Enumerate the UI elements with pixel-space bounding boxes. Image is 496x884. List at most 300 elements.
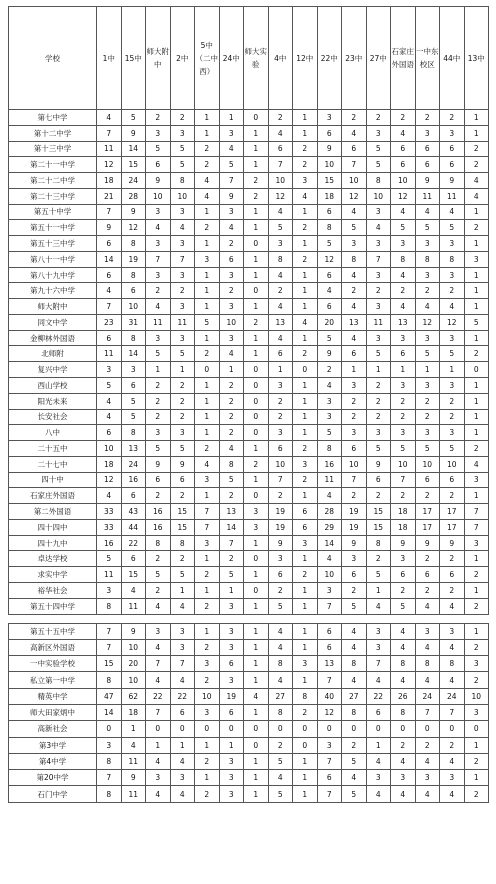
value-cell: 4 — [146, 598, 171, 614]
value-cell: 2 — [415, 283, 440, 299]
value-cell: 3 — [464, 535, 489, 551]
value-cell: 1 — [244, 441, 269, 457]
value-cell: 4 — [170, 598, 195, 614]
value-cell: 4 — [317, 378, 342, 394]
value-cell: 9 — [415, 173, 440, 189]
header-column: 1中 — [97, 7, 122, 110]
value-cell: 3 — [317, 582, 342, 598]
value-cell: 2 — [195, 753, 220, 769]
value-cell: 2 — [440, 283, 465, 299]
value-cell: 24 — [415, 688, 440, 704]
value-cell: 3 — [244, 504, 269, 520]
value-cell: 2 — [415, 737, 440, 753]
school-name-cell: 同文中学 — [9, 314, 97, 330]
table-row — [9, 456, 489, 472]
table-row — [9, 236, 489, 252]
school-name-cell: 第五十四中学 — [9, 598, 97, 614]
value-cell: 4 — [121, 582, 146, 598]
value-cell: 1 — [195, 110, 220, 126]
table-row — [9, 251, 489, 267]
value-cell: 7 — [317, 786, 342, 802]
value-cell: 0 — [244, 551, 269, 567]
value-cell: 15 — [317, 173, 342, 189]
value-cell: 16 — [317, 456, 342, 472]
school-name-cell: 第五十中学 — [9, 204, 97, 220]
school-name-cell: 第二十二中学 — [9, 173, 97, 189]
value-cell: 18 — [317, 188, 342, 204]
table-row — [9, 504, 489, 520]
value-cell: 1 — [146, 362, 171, 378]
value-cell: 2 — [391, 737, 416, 753]
value-cell: 1 — [244, 704, 269, 720]
table-row — [9, 441, 489, 457]
value-cell: 4 — [440, 672, 465, 688]
value-cell: 6 — [170, 472, 195, 488]
table-row — [9, 551, 489, 567]
value-cell: 4 — [391, 204, 416, 220]
allocation-table-continued — [8, 623, 489, 803]
value-cell: 1 — [244, 125, 269, 141]
value-cell: 2 — [464, 220, 489, 236]
value-cell: 2 — [464, 157, 489, 173]
value-cell: 2 — [440, 409, 465, 425]
value-cell: 3 — [219, 204, 244, 220]
value-cell: 10 — [391, 173, 416, 189]
value-cell: 1 — [464, 770, 489, 786]
value-cell: 12 — [415, 314, 440, 330]
value-cell: 5 — [146, 567, 171, 583]
value-cell: 1 — [293, 598, 318, 614]
value-cell: 3 — [146, 770, 171, 786]
value-cell: 4 — [97, 283, 122, 299]
value-cell: 4 — [170, 786, 195, 802]
value-cell: 1 — [464, 425, 489, 441]
value-cell: 0 — [244, 409, 269, 425]
value-cell: 15 — [121, 157, 146, 173]
value-cell: 4 — [195, 456, 220, 472]
value-cell: 4 — [146, 753, 171, 769]
value-cell: 4 — [342, 299, 367, 315]
value-cell: 3 — [219, 125, 244, 141]
value-cell: 4 — [415, 598, 440, 614]
value-cell: 2 — [268, 393, 293, 409]
value-cell: 14 — [219, 519, 244, 535]
value-cell: 40 — [317, 688, 342, 704]
value-cell: 7 — [97, 299, 122, 315]
value-cell: 4 — [366, 220, 391, 236]
value-cell: 7 — [342, 157, 367, 173]
value-cell: 3 — [366, 204, 391, 220]
value-cell: 1 — [464, 623, 489, 639]
table-row — [9, 125, 489, 141]
value-cell: 13 — [121, 441, 146, 457]
value-cell: 1 — [293, 378, 318, 394]
value-cell: 2 — [366, 110, 391, 126]
value-cell: 1 — [219, 110, 244, 126]
value-cell: 3 — [170, 125, 195, 141]
value-cell: 9 — [440, 173, 465, 189]
header-column: 2中 — [170, 7, 195, 110]
value-cell: 5 — [342, 753, 367, 769]
value-cell: 15 — [121, 567, 146, 583]
value-cell: 6 — [440, 567, 465, 583]
value-cell: 7 — [342, 472, 367, 488]
value-cell: 6 — [121, 378, 146, 394]
value-cell: 5 — [219, 567, 244, 583]
value-cell: 5 — [440, 220, 465, 236]
value-cell: 3 — [146, 204, 171, 220]
value-cell: 7 — [415, 704, 440, 720]
value-cell: 5 — [170, 157, 195, 173]
value-cell: 4 — [415, 753, 440, 769]
table-row — [9, 623, 489, 639]
value-cell: 3 — [366, 330, 391, 346]
school-name-cell: 私立第一中学 — [9, 672, 97, 688]
value-cell: 1 — [293, 770, 318, 786]
value-cell: 43 — [121, 504, 146, 520]
value-cell: 44 — [121, 519, 146, 535]
value-cell: 7 — [219, 173, 244, 189]
value-cell: 0 — [415, 721, 440, 737]
value-cell: 19 — [268, 519, 293, 535]
table-row — [9, 314, 489, 330]
school-name-cell: 复兴中学 — [9, 362, 97, 378]
value-cell: 7 — [317, 753, 342, 769]
value-cell: 4 — [391, 639, 416, 655]
value-cell: 3 — [464, 472, 489, 488]
value-cell: 1 — [293, 204, 318, 220]
value-cell: 1 — [464, 125, 489, 141]
value-cell: 2 — [366, 488, 391, 504]
value-cell: 13 — [268, 314, 293, 330]
value-cell: 5 — [317, 425, 342, 441]
school-name-cell: 第二外国语 — [9, 504, 97, 520]
value-cell: 22 — [366, 688, 391, 704]
value-cell: 3 — [440, 378, 465, 394]
value-cell: 1 — [342, 362, 367, 378]
value-cell: 4 — [317, 283, 342, 299]
value-cell: 9 — [415, 535, 440, 551]
value-cell: 1 — [293, 786, 318, 802]
value-cell: 8 — [293, 688, 318, 704]
value-cell: 1 — [293, 425, 318, 441]
value-cell: 2 — [146, 488, 171, 504]
value-cell: 5 — [342, 786, 367, 802]
value-cell: 8 — [97, 672, 122, 688]
school-name-cell: 精英中学 — [9, 688, 97, 704]
value-cell: 2 — [293, 251, 318, 267]
value-cell: 3 — [268, 378, 293, 394]
value-cell: 20 — [121, 656, 146, 672]
header-column: 23中 — [342, 7, 367, 110]
value-cell: 3 — [146, 330, 171, 346]
value-cell: 3 — [391, 378, 416, 394]
value-cell: 1 — [293, 330, 318, 346]
value-cell: 1 — [244, 535, 269, 551]
value-cell: 3 — [440, 267, 465, 283]
table-row — [9, 567, 489, 583]
value-cell: 3 — [366, 639, 391, 655]
value-cell: 9 — [170, 456, 195, 472]
value-cell: 8 — [268, 251, 293, 267]
value-cell: 9 — [317, 141, 342, 157]
value-cell: 7 — [391, 472, 416, 488]
value-cell: 1 — [170, 362, 195, 378]
value-cell: 2 — [391, 110, 416, 126]
value-cell: 6 — [97, 330, 122, 346]
value-cell: 17 — [440, 504, 465, 520]
value-cell: 6 — [293, 519, 318, 535]
value-cell: 3 — [195, 472, 220, 488]
value-cell: 0 — [464, 362, 489, 378]
value-cell: 3 — [342, 551, 367, 567]
value-cell: 7 — [366, 656, 391, 672]
value-cell: 9 — [391, 535, 416, 551]
school-name-cell: 第十二中学 — [9, 125, 97, 141]
value-cell: 7 — [268, 472, 293, 488]
value-cell: 5 — [146, 441, 171, 457]
value-cell: 6 — [268, 346, 293, 362]
value-cell: 1 — [244, 299, 269, 315]
value-cell: 2 — [195, 346, 220, 362]
value-cell: 0 — [244, 721, 269, 737]
table-row — [9, 173, 489, 189]
value-cell: 4 — [464, 173, 489, 189]
value-cell: 2 — [293, 441, 318, 457]
value-cell: 3 — [219, 639, 244, 655]
value-cell: 2 — [415, 582, 440, 598]
value-cell: 6 — [391, 141, 416, 157]
value-cell: 6 — [293, 504, 318, 520]
value-cell: 6 — [317, 299, 342, 315]
value-cell: 1 — [293, 639, 318, 655]
value-cell: 2 — [146, 409, 171, 425]
value-cell: 2 — [268, 488, 293, 504]
value-cell: 1 — [464, 393, 489, 409]
school-name-cell: 第七中学 — [9, 110, 97, 126]
value-cell: 6 — [440, 157, 465, 173]
value-cell: 1 — [293, 409, 318, 425]
value-cell: 1 — [244, 267, 269, 283]
value-cell: 4 — [268, 770, 293, 786]
value-cell: 4 — [268, 623, 293, 639]
value-cell: 1 — [293, 753, 318, 769]
value-cell: 10 — [121, 639, 146, 655]
value-cell: 3 — [440, 623, 465, 639]
value-cell: 2 — [195, 598, 220, 614]
table-row — [9, 362, 489, 378]
value-cell: 2 — [195, 220, 220, 236]
value-cell: 7 — [146, 251, 171, 267]
value-cell: 0 — [440, 721, 465, 737]
value-cell: 1 — [170, 737, 195, 753]
value-cell: 2 — [219, 393, 244, 409]
value-cell: 4 — [268, 125, 293, 141]
value-cell: 3 — [415, 425, 440, 441]
value-cell: 12 — [317, 704, 342, 720]
value-cell: 4 — [440, 204, 465, 220]
value-cell: 3 — [170, 623, 195, 639]
value-cell: 4 — [391, 125, 416, 141]
value-cell: 6 — [415, 567, 440, 583]
value-cell: 6 — [268, 141, 293, 157]
value-cell: 8 — [121, 425, 146, 441]
value-cell: 6 — [317, 770, 342, 786]
value-cell: 2 — [170, 409, 195, 425]
value-cell: 2 — [317, 362, 342, 378]
value-cell: 4 — [391, 672, 416, 688]
value-cell: 2 — [464, 639, 489, 655]
value-cell: 1 — [170, 582, 195, 598]
value-cell: 1 — [464, 378, 489, 394]
value-cell: 8 — [146, 535, 171, 551]
table-row — [9, 188, 489, 204]
value-cell: 1 — [244, 251, 269, 267]
value-cell: 3 — [146, 623, 171, 639]
value-cell: 33 — [97, 519, 122, 535]
value-cell: 3 — [219, 330, 244, 346]
value-cell: 11 — [440, 188, 465, 204]
value-cell: 12 — [317, 251, 342, 267]
school-name-cell: 四十中 — [9, 472, 97, 488]
value-cell: 2 — [415, 488, 440, 504]
value-cell: 24 — [440, 688, 465, 704]
header-column: 44中 — [440, 7, 465, 110]
value-cell: 4 — [97, 488, 122, 504]
value-cell: 5 — [342, 598, 367, 614]
value-cell: 5 — [391, 598, 416, 614]
value-cell: 6 — [317, 267, 342, 283]
table-row — [9, 283, 489, 299]
value-cell: 5 — [170, 346, 195, 362]
value-cell: 3 — [195, 656, 220, 672]
value-cell: 4 — [464, 188, 489, 204]
value-cell: 8 — [391, 704, 416, 720]
value-cell: 15 — [170, 519, 195, 535]
value-cell: 1 — [195, 378, 220, 394]
value-cell: 3 — [195, 535, 220, 551]
value-cell: 1 — [219, 362, 244, 378]
value-cell: 4 — [97, 110, 122, 126]
header-column: 24中 — [219, 7, 244, 110]
value-cell: 2 — [464, 441, 489, 457]
value-cell: 1 — [121, 721, 146, 737]
value-cell: 3 — [440, 425, 465, 441]
value-cell: 2 — [415, 110, 440, 126]
value-cell: 6 — [440, 472, 465, 488]
value-cell: 11 — [121, 786, 146, 802]
value-cell: 10 — [464, 688, 489, 704]
value-cell: 4 — [415, 639, 440, 655]
value-cell: 6 — [415, 141, 440, 157]
value-cell: 13 — [219, 504, 244, 520]
value-cell: 10 — [170, 188, 195, 204]
value-cell: 2 — [440, 551, 465, 567]
value-cell: 11 — [97, 346, 122, 362]
value-cell: 2 — [268, 737, 293, 753]
value-cell: 11 — [97, 567, 122, 583]
value-cell: 20 — [317, 314, 342, 330]
value-cell: 1 — [293, 125, 318, 141]
value-cell: 1 — [293, 236, 318, 252]
value-cell: 3 — [268, 551, 293, 567]
value-cell: 7 — [366, 251, 391, 267]
value-cell: 18 — [121, 704, 146, 720]
table-row — [9, 598, 489, 614]
value-cell: 4 — [342, 623, 367, 639]
value-cell: 12 — [121, 220, 146, 236]
table-row — [9, 157, 489, 173]
value-cell: 1 — [293, 283, 318, 299]
school-name-cell: 师大附中 — [9, 299, 97, 315]
value-cell: 15 — [170, 504, 195, 520]
value-cell: 8 — [415, 251, 440, 267]
value-cell: 3 — [219, 786, 244, 802]
header-column: 5中（二中西） — [195, 7, 220, 110]
value-cell: 4 — [195, 173, 220, 189]
value-cell: 1 — [244, 157, 269, 173]
value-cell: 1 — [195, 283, 220, 299]
value-cell: 5 — [440, 346, 465, 362]
table-row — [9, 267, 489, 283]
value-cell: 1 — [219, 582, 244, 598]
value-cell: 10 — [121, 672, 146, 688]
table-row — [9, 488, 489, 504]
table-row — [9, 753, 489, 769]
value-cell: 16 — [121, 472, 146, 488]
value-cell: 5 — [146, 346, 171, 362]
value-cell: 7 — [97, 770, 122, 786]
value-cell: 15 — [366, 519, 391, 535]
value-cell: 4 — [391, 786, 416, 802]
value-cell: 0 — [366, 721, 391, 737]
value-cell: 3 — [391, 425, 416, 441]
value-cell: 1 — [244, 220, 269, 236]
value-cell: 4 — [268, 639, 293, 655]
value-cell: 31 — [121, 314, 146, 330]
value-cell: 2 — [366, 378, 391, 394]
value-cell: 6 — [415, 157, 440, 173]
value-cell: 4 — [440, 299, 465, 315]
value-cell: 6 — [342, 441, 367, 457]
table-row — [9, 582, 489, 598]
value-cell: 3 — [440, 770, 465, 786]
table-row — [9, 737, 489, 753]
value-cell: 3 — [391, 236, 416, 252]
school-name-cell: 二十七中 — [9, 456, 97, 472]
value-cell: 19 — [121, 251, 146, 267]
value-cell: 2 — [293, 472, 318, 488]
value-cell: 8 — [97, 598, 122, 614]
value-cell: 2 — [391, 409, 416, 425]
value-cell: 4 — [366, 753, 391, 769]
value-cell: 3 — [366, 125, 391, 141]
value-cell: 5 — [121, 409, 146, 425]
value-cell: 1 — [293, 582, 318, 598]
value-cell: 2 — [195, 157, 220, 173]
value-cell: 3 — [464, 251, 489, 267]
value-cell: 18 — [97, 173, 122, 189]
value-cell: 8 — [342, 704, 367, 720]
value-cell: 6 — [391, 567, 416, 583]
value-cell: 6 — [317, 125, 342, 141]
value-cell: 2 — [464, 346, 489, 362]
value-cell: 1 — [219, 737, 244, 753]
school-name-cell: 一中实验学校 — [9, 656, 97, 672]
value-cell: 7 — [97, 125, 122, 141]
value-cell: 5 — [317, 330, 342, 346]
value-cell: 18 — [391, 504, 416, 520]
